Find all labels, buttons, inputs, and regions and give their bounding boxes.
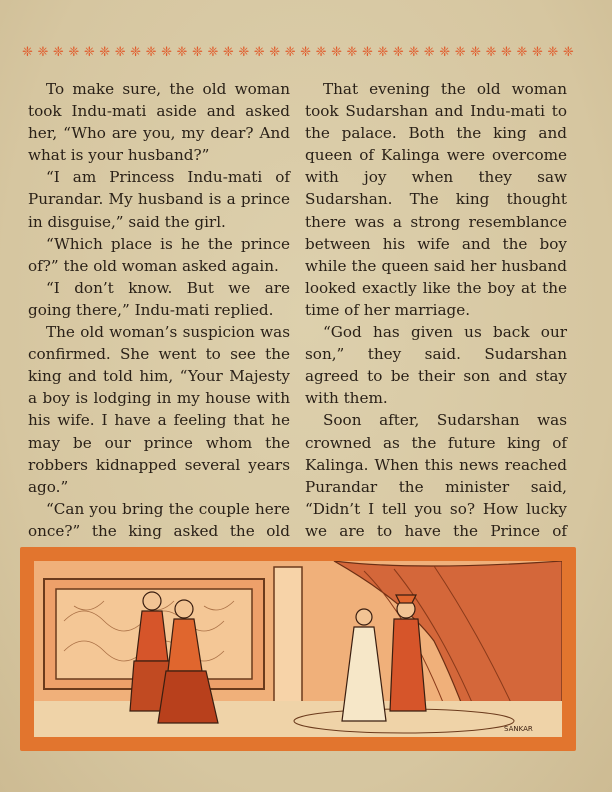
paragraph: “I don’t know. But we are going there,” Indu-mati replied. [28, 278, 290, 319]
border-ornament: ❈ [253, 46, 265, 60]
border-ornament: ❈ [423, 46, 435, 60]
border-ornament: ❈ [130, 46, 142, 60]
border-ornament: ❈ [161, 46, 172, 60]
paragraph: To make sure, the old woman took Indu-mati aside and asked her, “Who are you, my dear? And what is your husband?” [28, 80, 290, 165]
border-ornament: ❈ [269, 46, 281, 60]
border-ornament: ❈ [346, 46, 358, 60]
border-ornament: ❈ [37, 46, 49, 60]
border-ornament: ❈ [361, 46, 373, 60]
paragraph: The old woman’s suspicion was confirmed. She went to see the king and told him, “Your Majesty a boy is lodging in my house with his wife. I have a feeling that he may be our prince whom the robbers kidnapped several years ago.” [28, 323, 290, 496]
border-ornament: ❈ [315, 46, 327, 60]
border-ornament: ❈ [470, 46, 482, 60]
border-ornament: ❈ [454, 46, 466, 60]
border-ornament: ❈ [191, 46, 203, 60]
paragraph: Soon after, Sudarshan was crowned as the future king of Kalinga. When this news reached Purandar the minister said, “Didn’t I tell you so? How lucky we are to have the Prince of [305, 411, 567, 540]
border-ornament: ❈ [114, 46, 126, 60]
border-ornament: ❈ [531, 46, 543, 60]
border-ornament: ❈ [222, 46, 234, 60]
paragraph: “I am Princess Indu-mati of Purandar. My husband is a prince in disguise,” said the girl. [28, 168, 290, 231]
right-text-column [305, 78, 567, 564]
paragraph: “God has given us back our son,” they said. Sudarshan agreed to be their son and stay with them. [305, 323, 567, 408]
border-ornament: ❈ [300, 46, 312, 60]
border-ornament: ❈ [52, 46, 64, 60]
border-ornament: ❈ [547, 46, 559, 60]
border-ornament: ❈ [516, 46, 528, 60]
border-ornament: ❈ [207, 46, 219, 60]
palace-scene-drawing [34, 561, 562, 737]
left-text-column [28, 78, 290, 564]
decorative-border [22, 46, 574, 60]
border-ornament: ❈ [377, 46, 389, 60]
border-ornament: ❈ [562, 46, 574, 60]
story-illustration [20, 547, 576, 751]
paragraph: That evening the old woman took Sudarshan and Indu-mati to the palace. Both the king and queen of Kalinga were overcome with joy when they saw Sudarshan. The king thought there was a strong resemblance between his wife and the boy while the queen said her husband looked exactly like the boy at the time of her marriage. [305, 80, 567, 319]
border-ornament: ❈ [485, 46, 497, 60]
border-ornament: ❈ [99, 46, 111, 60]
border-ornament: ❈ [392, 46, 404, 60]
border-ornament: ❈ [176, 46, 188, 60]
border-ornament: ❈ [83, 46, 95, 60]
border-ornament: ❈ [501, 46, 512, 60]
border-ornament: ❈ [331, 46, 342, 60]
border-ornament: ❈ [68, 46, 80, 60]
border-ornament: ❈ [238, 46, 250, 60]
border-ornament: ❈ [284, 46, 296, 60]
artist-signature: SANKAR [504, 725, 533, 733]
border-ornament: ❈ [439, 46, 451, 60]
paragraph: “Which place is he the prince of?” the old woman asked again. [28, 234, 290, 275]
border-ornament: ❈ [145, 46, 157, 60]
paragraph: “Can you bring the couple here once?” the king asked the old [28, 499, 290, 540]
border-ornament: ❈ [22, 46, 33, 60]
border-ornament: ❈ [408, 46, 420, 60]
